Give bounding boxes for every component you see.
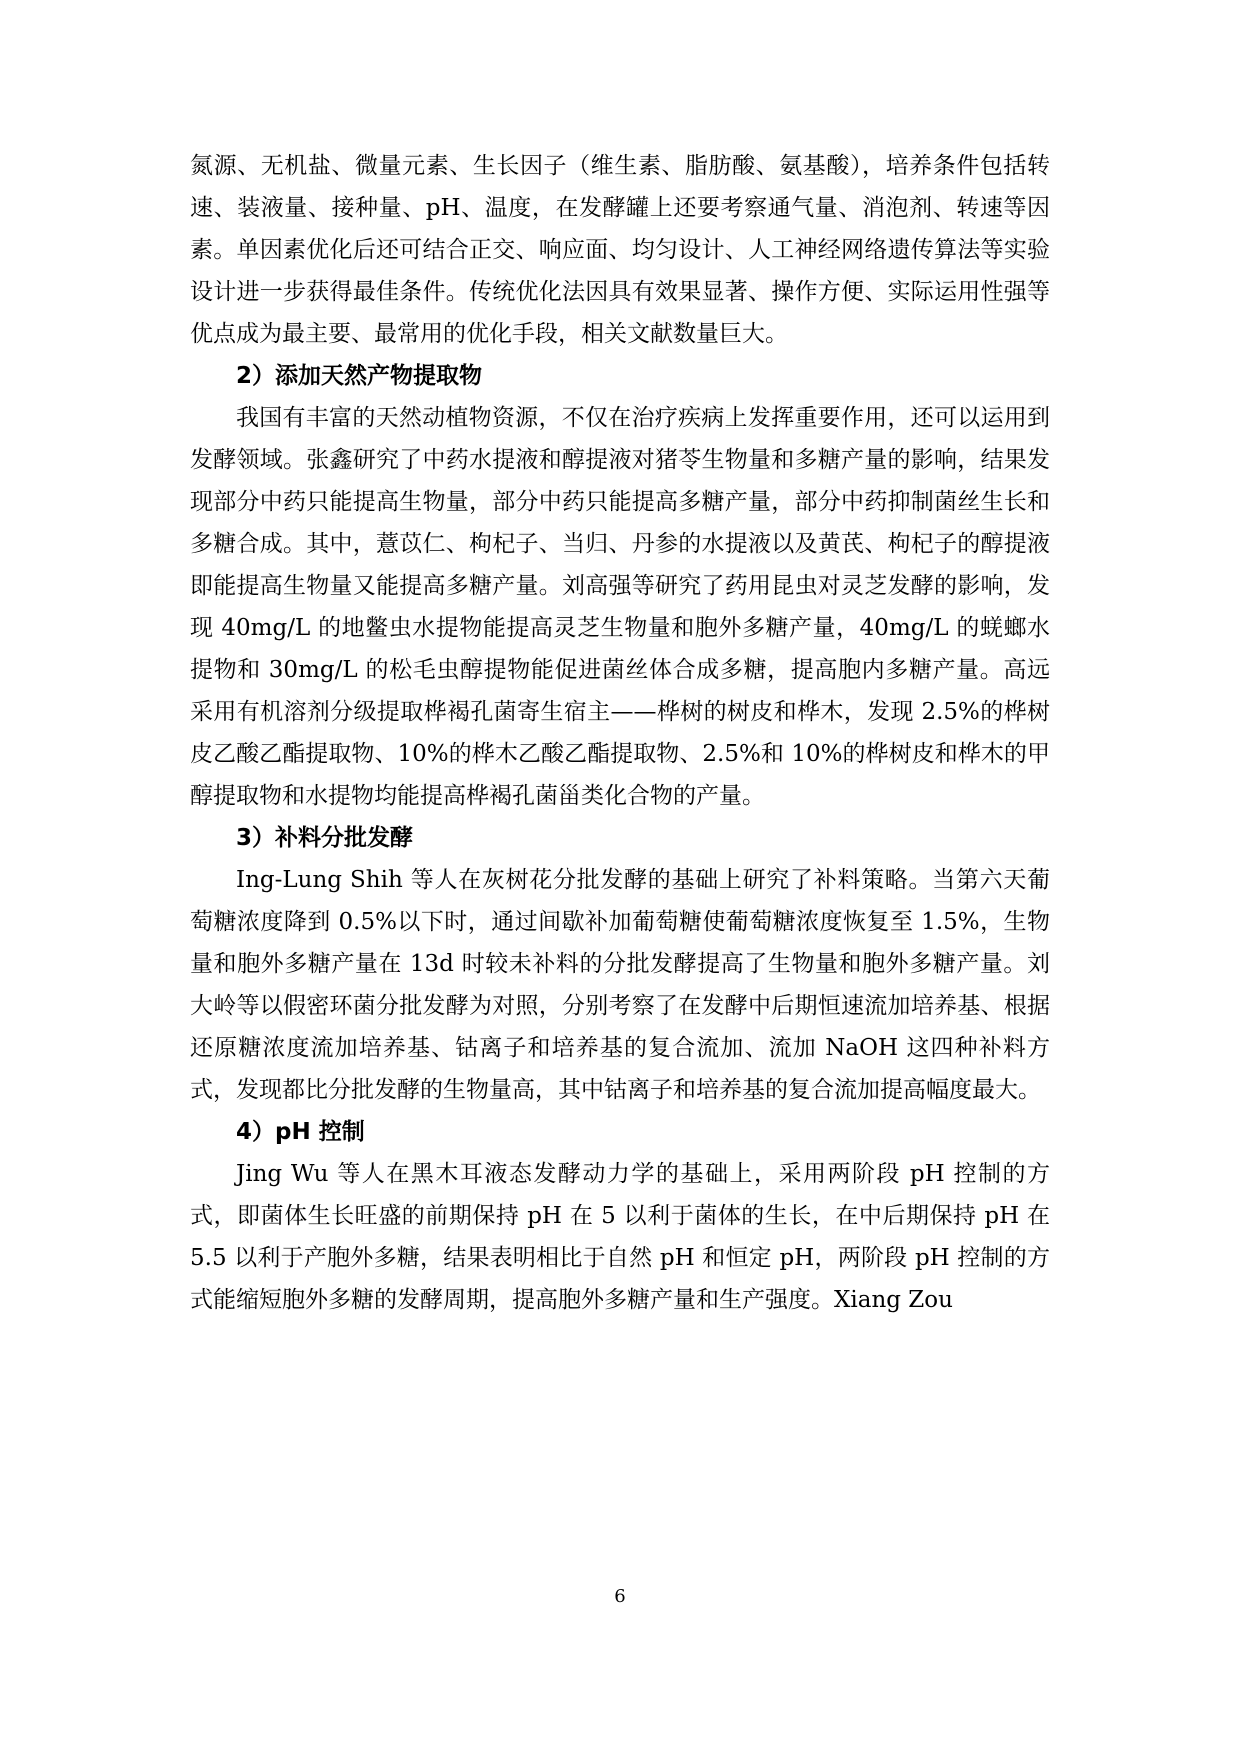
paragraph-fed-batch: Ing-Lung Shih 等人在灰树花分批发酵的基础上研究了补料策略。当第六天葡萄糖浓度降到 0.5%以下时，通过间歇补加葡萄糖使葡萄糖浓度恢复至 1.5%，生物量和胞外多糖产量在 13d 时较未补料的分批发酵提高了生物量和胞外多糖产量。刘大岭等以假密环菌分批发酵为对照，分别考察了在发酵中后期恒速流加培养基、根据还原糖浓度流加培养基、钴离子和培养基的复合流加、流加 NaOH 这四种补料方式，发现都比分批发酵的生物量高，其中钴离子和培养基的复合流加提高幅度最大。 bbox=[190, 867, 1050, 1103]
page-number: 6 bbox=[614, 1586, 626, 1607]
paragraph-optimization-methods: 氮源、无机盐、微量元素、生长因子（维生素、脂肪酸、氨基酸），培养条件包括转速、装液量、接种量、pH、温度，在发酵罐上还要考察通气量、消泡剂、转速等因素。单因素优化后还可结合正交、响应面、均匀设计、人工神经网络遗传算法等实验设计进一步获得最佳条件。传统优化法因具有效果显著、操作方便、实际运用性强等优点成为最主要、最常用的优化手段，相关文献数量巨大。 bbox=[190, 153, 1050, 347]
heading-ph-control: 4）pH 控制 bbox=[236, 1119, 365, 1145]
paragraph-ph-control: Jing Wu 等人在黑木耳液态发酵动力学的基础上，采用两阶段 pH 控制的方式，即菌体生长旺盛的前期保持 pH 在 5 以利于菌体的生长，在中后期保持 pH 在 5.5 以利于产胞外多糖，结果表明相比于自然 pH 和恒定 pH，两阶段 pH 控制的方式能缩短胞外多糖的发酵周期，提高胞外多糖产量和生产强度。Xiang Zou bbox=[190, 1161, 1050, 1313]
page-body bbox=[190, 145, 1050, 1321]
paragraph-natural-extract: 我国有丰富的天然动植物资源，不仅在治疗疾病上发挥重要作用，还可以运用到发酵领域。张鑫研究了中药水提液和醇提液对猪苓生物量和多糖产量的影响，结果发现部分中药只能提高生物量，部分中药只能提高多糖产量，部分中药抑制菌丝生长和多糖合成。其中，薏苡仁、枸杞子、当归、丹参的水提液以及黄芪、枸杞子的醇提液即能提高生物量又能提高多糖产量。刘高强等研究了药用昆虫对灵芝发酵的影响，发现 40mg/L 的地鳖虫水提物能提高灵芝生物量和胞外多糖产量，40mg/L 的蜣螂水提物和 30mg/L 的松毛虫醇提物能促进菌丝体合成多糖，提高胞内多糖产量。高远采用有机溶剂分级提取桦褐孔菌寄生宿主——桦树的树皮和桦木，发现 2.5%的桦树皮乙酸乙酯提取物、10%的桦木乙酸乙酯提取物、2.5%和 10%的桦树皮和桦木的甲醇提取物和水提物均能提高桦褐孔菌甾类化合物的产量。 bbox=[190, 405, 1050, 809]
heading-natural-extract: 2）添加天然产物提取物 bbox=[236, 363, 483, 389]
heading-fed-batch: 3）补料分批发酵 bbox=[236, 825, 414, 851]
